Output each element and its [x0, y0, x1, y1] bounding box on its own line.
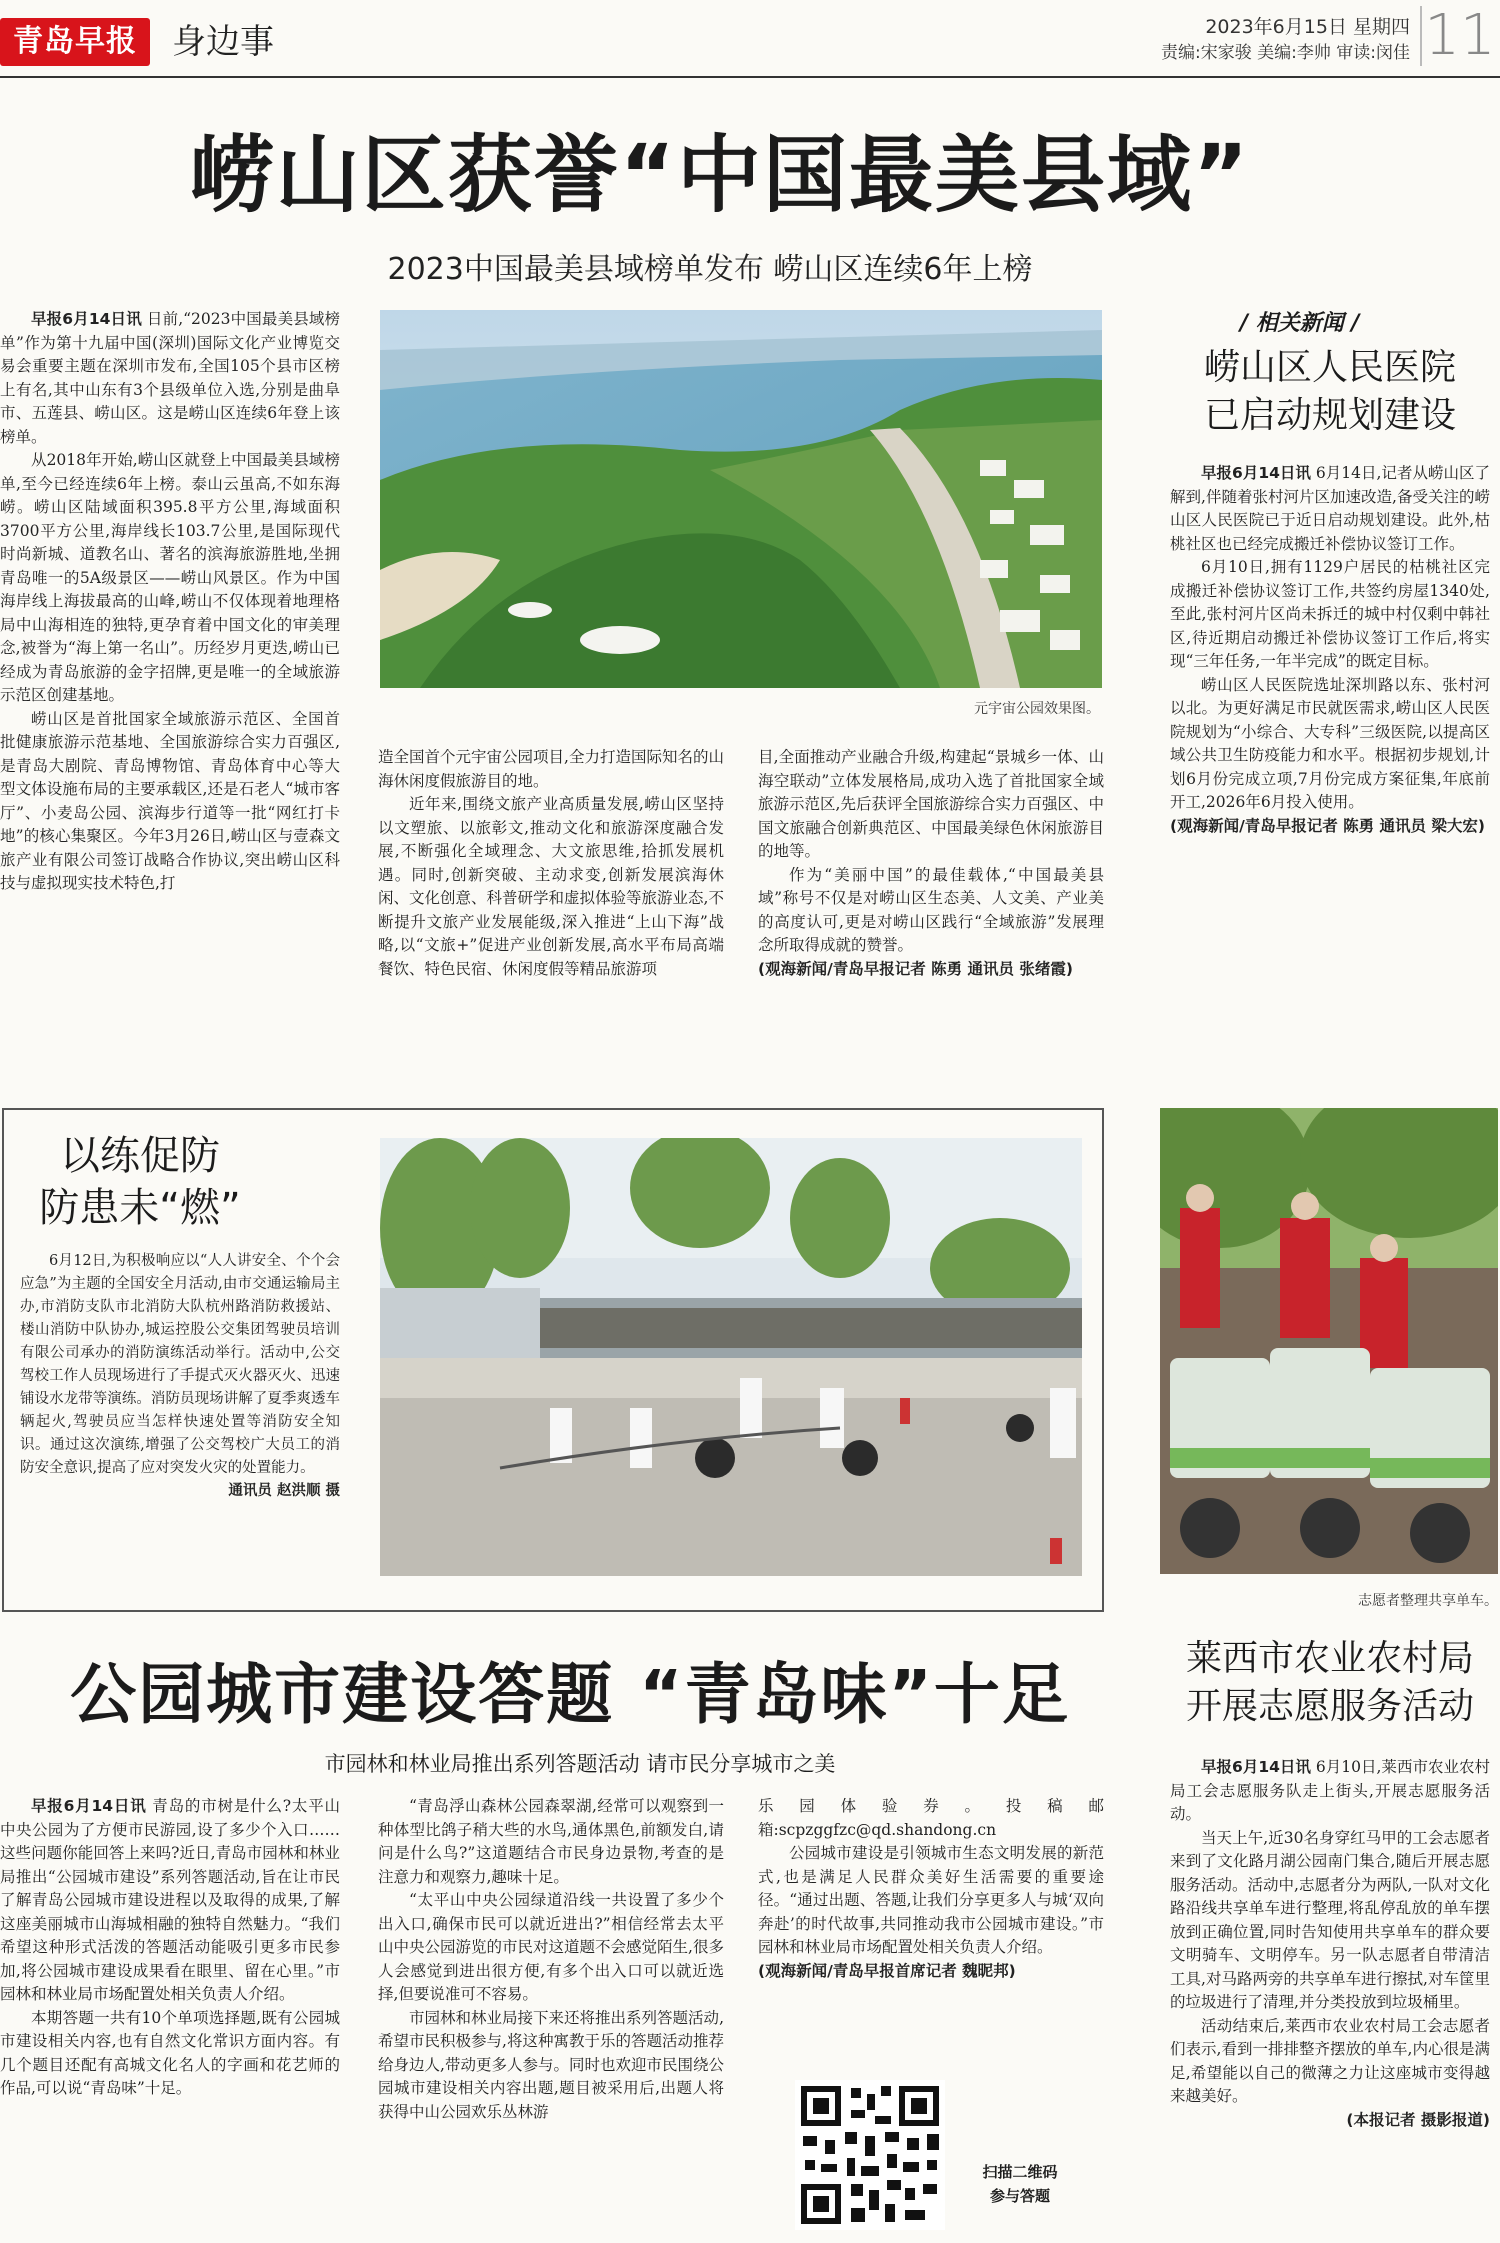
lead-column-1 — [0, 308, 340, 1060]
photo-caption: 元宇宙公园效果图。 — [974, 701, 1100, 717]
paragraph: 市园林和林业局接下来还将推出系列答题活动,希望市民积极参与,将这种寓教于乐的答题活动推荐给身边人,带动更多人参与。同时也欢迎市民围绕公园城市建设相关内容出题,题目被采用后,出题人将获得中山公园欢乐丛林游 — [378, 2008, 724, 2121]
hospital-headline-line2: 已启动规划建设 — [1203, 395, 1456, 436]
volunteer-headline-line2: 开展志愿服务活动 — [1185, 1686, 1474, 1727]
metaverse-park-rendering — [380, 310, 1102, 688]
volunteer-body — [1170, 1756, 1490, 2236]
byline: (观海新闻/青岛早报首席记者 魏昵邦) — [758, 1961, 1016, 1980]
qr-code[interactable] — [795, 2080, 945, 2230]
issue-date: 2023年6月15日 星期四 — [1205, 16, 1410, 38]
dateline: 早报6月14日讯 — [31, 1797, 147, 1815]
qr-label-line1: 扫描二维码 — [982, 2163, 1058, 2181]
paragraph: 6月10日,莱西市农业农村局工会志愿服务队走上街头,开展志愿服务活动。 — [1170, 1758, 1490, 1823]
paragraph: 日前,“2023中国最美县域榜单”作为第十九届中国(深圳)国际文化产业博览交易会重要主题在深圳市发布,全国105个县市区榜上有名,其中山东有3个县级单位入选,分别是曲阜市、五莲县、崂山区。这是崂山区连续6年登上该榜单。 — [0, 310, 340, 446]
newspaper-logo: 青岛早报 — [0, 18, 150, 66]
hospital-body — [1170, 462, 1490, 1062]
byline: (观海新闻/青岛早报记者 陈勇 通讯员 梁大宏) — [1170, 816, 1486, 835]
paragraph: 6月10日,拥有1129户居民的枯桃社区完成搬迁补偿协议签订工作,共签约房屋1340处,至此,张村河片区尚未拆迁的城中村仅剩中韩社区,待近期启动搬迁补偿协议签订工作后,将实现“三年任务,一年半完成”的既定目标。 — [1170, 558, 1490, 670]
lead-headline: 崂山区获誉“中国最美县域” — [189, 126, 1251, 224]
paragraph: 目,全面推动产业融合升级,构建起“景城乡一体、山海空联动”立体发展格局,成功入选了首批国家全域旅游示范区,先后获评全国旅游综合实力百强区、中国文旅融合创新典范区、中国最美绿色休闲旅游目的地等。 — [758, 748, 1104, 860]
park-city-headline: 公园城市建设答题 “青岛味”十足 — [70, 1656, 1070, 1733]
paragraph: 6月14日,记者从崂山区了解到,伴随着张村河片区加速改造,备受关注的崂山区人民医院已于近日启动规划建设。此外,枯桃社区也已经完成搬迁补偿协议签订工作。 — [1170, 464, 1490, 553]
paragraph: 本期答题一共有10个单项选择题,既有公园城市建设相关内容,也有自然文化常识方面内容。有几个题目还配有高城文化名人的字画和花艺师的作品,可以说“青岛味”十足。 — [0, 2008, 340, 2097]
lead-subheadline: 2023中国最美县域榜单发布 崂山区连续6年上榜 — [387, 252, 1033, 287]
paragraph: 作为“美丽中国”的最佳载体,“中国最美县域”称号不仅是对崂山区生态美、人文美、产业美的高度认可,更是对崂山区践行“全域旅游”发展理念所取得成就的赞誉。 — [758, 865, 1104, 954]
paragraph: 崂山区人民医院选址深圳路以东、张村河以北。为更好满足市民就医需求,崂山区人民医院规划为“小综合、大专科”三级医院,以提高区域公共卫生防疫能力和水平。根据初步规划,计划6月份完成立项,7月份完成方案征集,年底前开工,2026年6月投入使用。 — [1170, 675, 1490, 811]
section-name: 身边事 — [172, 22, 274, 62]
dateline: 早报6月14日讯 — [1201, 1758, 1311, 1776]
lead-column-2 — [378, 746, 724, 1066]
park-column-1 — [0, 1795, 340, 2240]
hospital-headline-line1: 崂山区人民医院 — [1203, 347, 1456, 388]
fire-drill-photo — [380, 1138, 1082, 1576]
paragraph: 青岛的市树是什么?太平山中央公园为了方便市民游园,设了多少个入口……这些问题你能回答上来吗?近日,青岛市园林和林业局推出“公园城市建设”系列答题活动,旨在让市民了解青岛公园城市建设进程以及取得的成果,了解这座美丽城市山海城相融的独特自然魅力。“我们希望这种形式活泼的答题活动能吸引更多市民参加,将公园城市建设成果看在眼里、留在心里。”市园林和林业局市场配置处相关负责人介绍。 — [0, 1797, 340, 2003]
volunteer-headline-line1: 莱西市农业农村局 — [1185, 1638, 1474, 1679]
byline: (观海新闻/青岛早报记者 陈勇 通讯员 张绪霞) — [758, 959, 1074, 978]
paragraph: 崂山区是首批国家全域旅游示范区、全国首批健康旅游示范基地、全国旅游综合实力百强区,是青岛大剧院、青岛博物馆、青岛体育中心等大型文体设施布局的主要承载区,还是石老人“城市客厅”、小麦岛公园、滨海步行道等一批“网红打卡地”的核心集聚区。今年3月26日,崂山区与壹森文旅产业有限公司签订战略合作协议,突出崂山区科技与虚拟现实技术特色,打 — [0, 709, 340, 892]
photo-caption: 志愿者整理共享单车。 — [1358, 1593, 1498, 1609]
photo-credit: 通讯员 赵洪顺 摄 — [228, 1483, 340, 1499]
dateline: 早报6月14日讯 — [31, 310, 142, 328]
qr-label-line2: 参与答题 — [989, 2187, 1050, 2205]
paragraph: 造全国首个元宇宙公园项目,全力打造国际知名的山海休闲度假旅游目的地。 — [378, 748, 724, 790]
fire-drill-headline-line2: 防患未“燃” — [39, 1185, 241, 1231]
paragraph: “太平山中央公园绿道沿线一共设置了多少个出入口,确保市民可以就近进出?”相信经常去太平山中央公园游览的市民对这道题不会感觉陌生,很多人会感觉到进出很方便,有多个出入口可以就近选择,但要说准可不容易。 — [378, 1891, 724, 2003]
paragraph: 当天上午,近30名身穿红马甲的工会志愿者来到了文化路月湖公园南门集合,随后开展志愿服务活动。活动中,志愿者分为两队,一队对文化路沿线共享单车进行整理,将乱停乱放的单车摆放到正确位置,同时告知使用共享单车的群众要文明骑车、文明停车。另一队志愿者自带清洁工具,对马路两旁的共享单车进行擦拭,对车筐里的垃圾进行了清理,并分类投放到垃圾桶里。 — [1170, 1828, 1490, 2011]
paragraph: 活动结束后,莱西市农业农村局工会志愿者们表示,看到一排排整齐摆放的单车,内心很是满足,希望能以自己的微薄之力让这座城市变得越来越美好。 — [1170, 2016, 1490, 2105]
paragraph: 从2018年开始,崂山区就登上中国最美县域榜单,至今已经连续6年上榜。泰山云虽高,不如东海崂。崂山区陆域面积395.8平方公里,海域面积3700平方公里,海岸线长103.7公里,是国际现代时尚新城、道教名山、著名的滨海旅游胜地,坐拥青岛唯一的5A级景区——崂山风景区。作为中国海岸线上海拔最高的山峰,崂山不仅体现着地理格局中山海相连的独特,更孕育着中国文化的审美理念,被誉为“海上第一名山”。历经岁月更迭,崂山已经成为青岛旅游的金字招牌,更是唯一的全域旅游示范区创建基地。 — [0, 451, 340, 704]
paragraph: 乐园体验券。投稿邮箱:scpzggfzc@qd.shandong.cn — [758, 1797, 1104, 1839]
paragraph: “青岛浮山森林公园森翠湖,经常可以观察到一种体型比鸽子稍大些的水鸟,通体黑色,前额发白,请问是什么鸟?”这道题结合市民身边景物,考查的是注意力和观察力,趣味十足。 — [378, 1797, 724, 1886]
paragraph: 6月12日,为积极响应以“人人讲安全、个个会应急”为主题的全国安全月活动,由市交通运输局主办,市消防支队市北消防大队杭州路消防救援站、楼山消防中队协办,城运控股公交集团驾驶员培训有限公司承办的消防演练活动举行。活动中,公交驾校工作人员现场进行了手提式灭火器灭火、迅速铺设水龙带等演练。消防员现场讲解了夏季爽透车辆起火,驾驶员应当怎样快速处置等消防安全知识。通过这次演练,增强了公交驾校广大员工的消防安全意识,提高了应对突发火灾的处置能力。 — [20, 1253, 340, 1476]
park-column-3 — [758, 1795, 1104, 2065]
editor-credits: 责编:宋家骏 美编:李帅 审读:闵佳 — [1161, 43, 1410, 63]
park-city-subheadline: 市园林和林业局推出系列答题活动 请市民分享城市之美 — [324, 1752, 836, 1776]
page-number: 11 — [1420, 6, 1498, 66]
byline: (本报记者 摄影报道) — [1346, 2110, 1490, 2129]
paragraph: 近年来,围绕文旅产业高质量发展,崂山区坚持以文塑旅、以旅彰文,推动文化和旅游深度融合发展,不断强化全域理念、大文旅思维,拾抓发展机遇。同时,创新突破、主动求变,创新发展滨海休闲、文化创意、科普研学和虚拟体验等旅游业态,不断提升文旅产业发展能级,深入推进“上山下海”战略,以“文旅+”促进产业创新发展,高水平布局高端餐饮、特色民宿、休闲度假等精品旅游项 — [378, 795, 724, 978]
volunteer-bike-photo — [1160, 1108, 1498, 1574]
dateline: 早报6月14日讯 — [1201, 464, 1311, 482]
paragraph: 公园城市建设是引领城市生态文明发展的新范式,也是满足人民群众美好生活需要的重要途径。“通过出题、答题,让我们分享更多人与城‘双向奔赴’的时代故事,共同推动我市公园城市建设。”市园林和林业局市场配置处相关负责人介绍。 — [758, 1844, 1104, 1956]
related-news-label: / 相关新闻 / — [1240, 311, 1360, 336]
lead-column-3 — [758, 746, 1104, 1066]
qr-label — [965, 2160, 1075, 2208]
fire-drill-headline-line1: 以练促防 — [60, 1133, 220, 1179]
fire-drill-body — [20, 1250, 340, 1595]
park-column-2 — [378, 1795, 724, 2240]
header-divider — [0, 76, 1500, 78]
